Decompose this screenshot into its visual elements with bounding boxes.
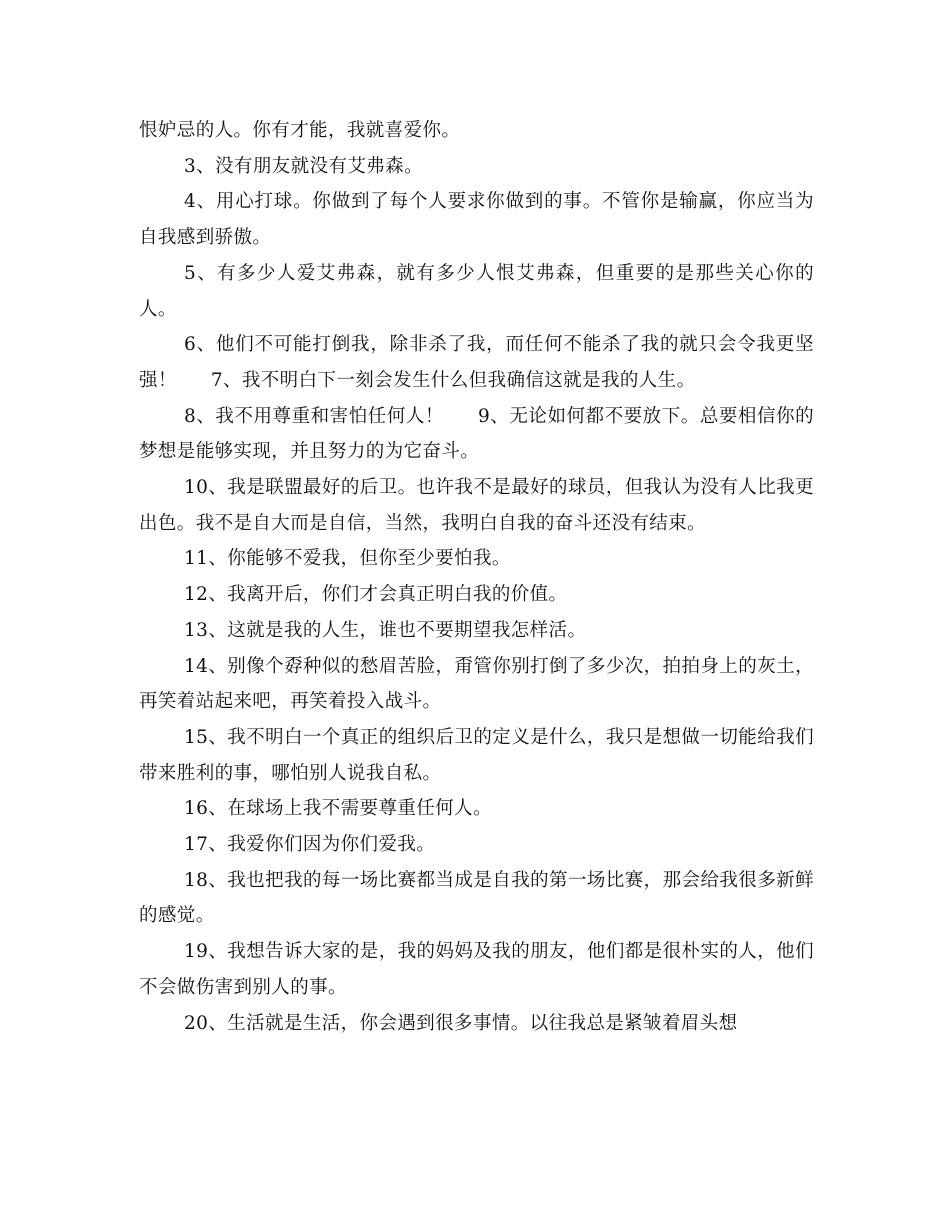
paragraph-text: 12、我离开后，你们才会真正明白我的价值。 [184, 584, 568, 606]
paragraph-continuation-text: 7、我不明白下一刻会发生什么但我确信这就是我的人生。 [210, 369, 696, 391]
paragraph-text: 20、生活就是生活，你会遇到很多事情。以往我总是紧皱着眉头想 [184, 1012, 738, 1034]
paragraph-text: 18、我也把我的每一场比赛都当成是自我的第一场比赛，那会给我很多新鲜的感觉。 [139, 869, 814, 927]
paragraph-continued [139, 113, 814, 149]
quote-item-12 [139, 577, 814, 613]
quote-item-16 [139, 791, 814, 827]
paragraph-text: 17、我爱你们因为你们爱我。 [184, 834, 436, 856]
paragraph-continuation-text: 9、无论如何都不要放下。总要相信你的梦想是能够实现，并且努力的为它奋斗。 [139, 405, 814, 463]
quote-item-8-9 [139, 399, 814, 470]
paragraph-text: 10、我是联盟最好的后卫。也许我不是最好的球员，但我认为没有人比我更出色。我不是自大而是自信，当然，我明白自我的奋斗还没有结束。 [139, 477, 814, 534]
quote-item-20 [139, 1006, 814, 1042]
quote-item-17 [139, 827, 814, 863]
quote-item-10 [139, 470, 814, 541]
paragraph-text: 8、我不用尊重和害怕任何人！ [184, 405, 444, 427]
paragraph-text: 14、别像个孬种似的愁眉苦脸，甭管你别打倒了多少次，拍拍身上的灰土，再笑着站起来吧，再笑着投入战斗。 [139, 655, 814, 713]
quote-item-13 [139, 613, 814, 649]
paragraph-text: 15、我不明白一个真正的组织后卫的定义是什么，我只是想做一切能给我们带来胜利的事，哪怕别人说我自私。 [139, 726, 814, 784]
quote-item-18 [139, 863, 814, 934]
paragraph-text: 19、我想告诉大家的是，我的妈妈及我的朋友，他们都是很朴实的人，他们不会做伤害到别人的事。 [139, 941, 814, 998]
paragraph-text: 4、用心打球。你做到了每个人要求你做到的事。不管你是输赢，你应当为自我感到骄傲。 [139, 191, 814, 249]
paragraph-text: 3、没有朋友就没有艾弗森。 [184, 155, 423, 177]
paragraph-text: 16、在球场上我不需要尊重任何人。 [184, 798, 492, 820]
quote-item-4 [139, 184, 814, 255]
quote-item-6-7 [139, 327, 814, 398]
paragraph-text: 6、他们不可能打倒我，除非杀了我，而任何不能杀了我的就只会令我更坚强！ [139, 334, 814, 391]
paragraph-text: 13、这就是我的人生，谁也不要期望我怎样活。 [184, 619, 587, 641]
paragraph-text: 恨妒忌的人。你有才能，我就喜爱你。 [139, 120, 461, 141]
quote-item-11 [139, 541, 814, 577]
quote-item-14 [139, 649, 814, 720]
quote-item-5 [139, 256, 814, 327]
quote-item-3 [139, 149, 814, 185]
paragraph-text: 5、有多少人爱艾弗森，就有多少人恨艾弗森，但重要的是那些关心你的人。 [139, 262, 814, 320]
quote-item-15 [139, 720, 814, 791]
quote-item-19 [139, 934, 814, 1005]
paragraph-text: 11、你能够不爱我，但你至少要怕我。 [184, 548, 511, 570]
document-body [139, 113, 814, 1041]
